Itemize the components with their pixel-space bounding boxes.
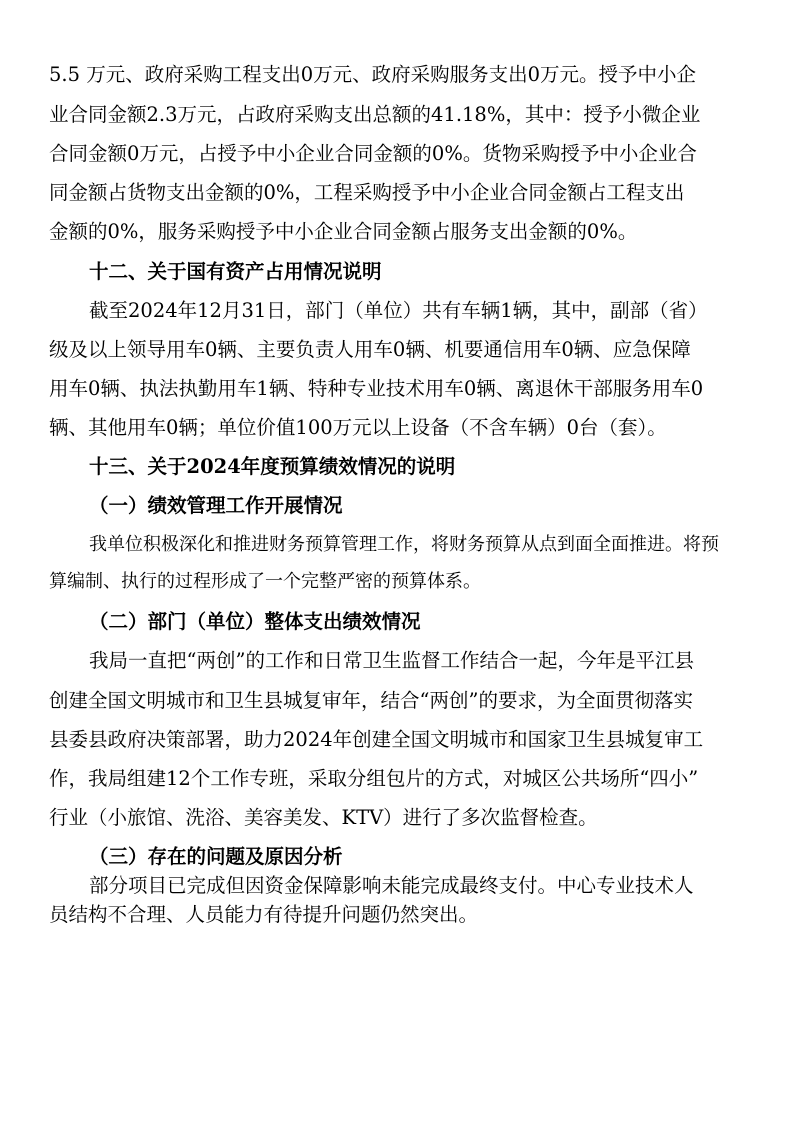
procurement-line-1: 5.5 万元、政府采购工程支出0万元、政府采购服务支出0万元。授予中小企 (49, 63, 697, 86)
section-heading-12: 十二、关于国有资产占用情况说明 (89, 260, 382, 283)
subheading-problems-analysis: （三）存在的问题及原因分析 (89, 845, 343, 868)
issues-line-2: 员结构不合理、人员能力有待提升问题仍然突出。 (49, 903, 479, 926)
overall-line-4: 作，我局组建12个工作专班，采取分组包片的方式，对城区公共场所“四小” (49, 767, 699, 790)
issues-line-1: 部分项目已完成但因资金保障影响未能完成最终支付。中心专业技术人 (89, 874, 694, 897)
overall-line-1: 我局一直把“两创”的工作和日常卫生监督工作结合一起，今年是平江县 (89, 649, 694, 672)
assets-line-3: 用车0辆、执法执勤用车1辆、特种专业技术用车0辆、离退休干部服务用车0 (49, 377, 704, 400)
subheading-overall-expenditure: （二）部门（单位）整体支出绩效情况 (89, 610, 421, 633)
perf-mgmt-line-2: 算编制、执行的过程形成了一个完整严密的预算体系。 (49, 571, 481, 592)
perf-mgmt-line-1: 我单位积极深化和推进财务预算管理工作，将财务预算从点到面全面推进。将预 (89, 534, 719, 555)
overall-line-5: 行业（小旅馆、洗浴、美容美发、KTV）进行了多次监督检查。 (49, 806, 598, 829)
assets-line-1: 截至2024年12月31日，部门（单位）共有车辆1辆，其中，副部（省） (89, 299, 708, 322)
overall-line-2: 创建全国文明城市和卫生县城复审年，结合“两创”的要求，为全面贯彻落实 (49, 689, 693, 712)
assets-line-2: 级及以上领导用车0辆、主要负责人用车0辆、机要通信用车0辆、应急保障 (49, 338, 691, 361)
section-heading-13: 十三、关于2024年度预算绩效情况的说明 (89, 455, 456, 478)
procurement-line-3: 合同金额0万元，占授予中小企业合同金额的0%。货物采购授予中小企业合 (49, 142, 697, 165)
procurement-line-2: 业合同金额2.3万元，占政府采购支出总额的41.18%，其中：授予小微企业 (49, 103, 701, 126)
assets-line-4: 辆、其他用车0辆；单位价值100万元以上设备（不含车辆）0台（套）。 (49, 416, 667, 439)
overall-line-3: 县委县政府决策部署，助力2024年创建全国文明城市和国家卫生县城复审工 (49, 728, 704, 751)
subheading-performance-management: （一）绩效管理工作开展情况 (89, 494, 343, 517)
procurement-line-4: 同金额占货物支出金额的0%，工程采购授予中小企业合同金额占工程支出 (49, 181, 685, 204)
procurement-line-5: 金额的0%，服务采购授予中小企业合同金额占服务支出金额的0%。 (49, 220, 638, 243)
